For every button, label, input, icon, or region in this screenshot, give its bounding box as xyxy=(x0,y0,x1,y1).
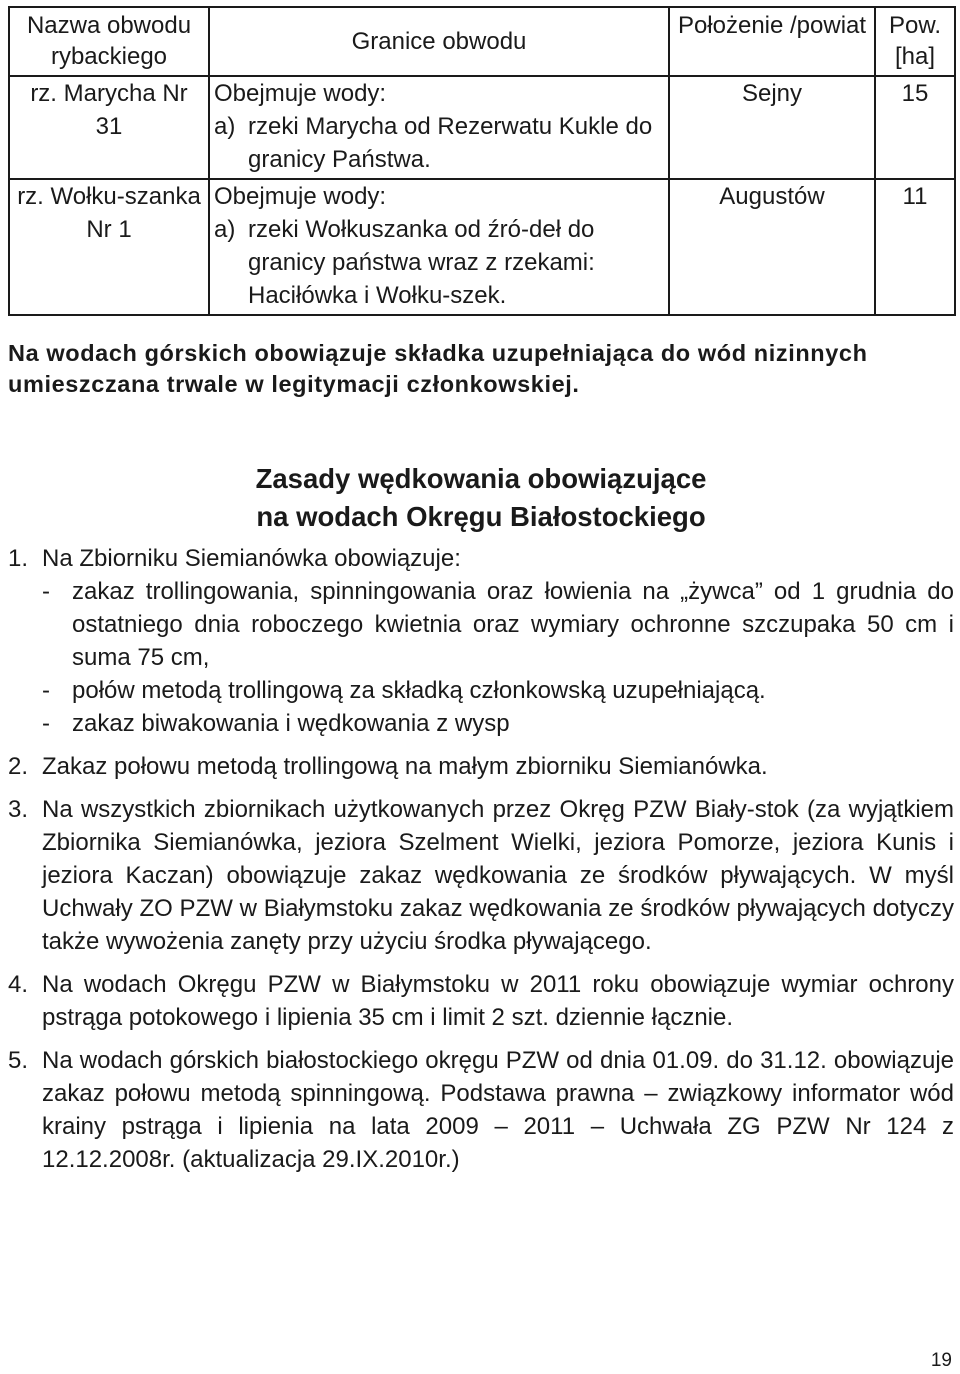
district-bounds xyxy=(209,76,669,179)
rule-number: 2. xyxy=(8,753,29,780)
bounds-item-label: a) xyxy=(214,113,236,140)
district-name: rz. Marycha Nr 31 xyxy=(9,76,209,179)
contribution-note: Na wodach górskich obowiązuje składka uzupełniająca do wód nizinnych umieszczana trwale w legitymacji członkowskiej. xyxy=(8,340,868,397)
district-location: Augustów xyxy=(669,179,875,315)
bounds-intro: Obejmuje wody: xyxy=(214,183,387,210)
rule-bullet xyxy=(42,674,954,707)
header-area: Pow. [ha] xyxy=(875,7,955,76)
rule-number: 3. xyxy=(8,796,29,823)
rule-text: Na wszystkich zbiornikach użytkowanych przez Okręg PZW Biały-stok (za wyjątkiem Zbiornika Siemianówka, jeziora Szelment Wielki, jeziora Pomorze, jeziora Kunis i jeziora Kaczan) obowiązuje zakaz wędkowania ze środków pływających. W myśl Uchwały ZO PZW w Białymstoku zakaz wędkowania ze środków pływających dotyczy także wywożenia zanęty przy użyciu środka pływającego. xyxy=(42,796,954,955)
table-row xyxy=(9,76,955,179)
table-header-row xyxy=(9,7,955,76)
section-title-line-2: na wodach Okręgu Białostockiego xyxy=(256,501,706,532)
bullet-text: zakaz biwakowania i wędkowania z wysp xyxy=(72,710,510,737)
bullet-dash: - xyxy=(42,710,50,737)
rule-item xyxy=(8,542,954,740)
rule-item xyxy=(8,1044,954,1176)
bounds-item-text: rzeki Marycha od Rezerwatu Kukle do granicy Państwa. xyxy=(248,113,653,173)
fishing-districts-table xyxy=(8,6,956,316)
rule-item xyxy=(8,750,954,783)
bounds-item-label: a) xyxy=(214,216,236,243)
page xyxy=(8,6,954,1176)
district-area: 15 xyxy=(875,76,955,179)
section-title xyxy=(8,460,954,536)
bullet-dash: - xyxy=(42,578,50,605)
rule-bullet xyxy=(42,575,954,674)
district-area: 11 xyxy=(875,179,955,315)
bounds-intro: Obejmuje wody: xyxy=(214,80,387,107)
rule-text: Zakaz połowu metodą trollingową na małym zbiorniku Siemianówka. xyxy=(42,753,768,780)
bullet-dash: - xyxy=(42,677,50,704)
header-location: Położenie /powiat xyxy=(669,7,875,76)
district-name: rz. Wołku-szanka Nr 1 xyxy=(9,179,209,315)
rule-text: Na Zbiorniku Siemianówka obowiązuje: xyxy=(42,545,461,572)
rule-item xyxy=(8,968,954,1034)
rule-number: 4. xyxy=(8,971,29,998)
rule-number: 1. xyxy=(8,545,29,572)
bounds-item xyxy=(214,213,664,312)
rule-text: Na wodach Okręgu PZW w Białymstoku w 2011 roku obowiązuje wymiar ochrony pstrąga potokowego i lipienia 35 cm i limit 2 szt. dziennie łącznie. xyxy=(42,971,954,1031)
table-row xyxy=(9,179,955,315)
bounds-item xyxy=(214,110,664,176)
rules-list xyxy=(8,542,954,1176)
bullet-text: połów metodą trollingową za składką członkowską uzupełniającą. xyxy=(72,677,766,704)
page-number: 19 xyxy=(930,1350,952,1371)
rule-bullets xyxy=(42,575,954,740)
header-name: Nazwa obwodu rybackiego xyxy=(9,7,209,76)
rule-text: Na wodach górskich białostockiego okręgu PZW od dnia 01.09. do 31.12. obowiązuje zakaz połowu metodą spinningową. Podstawa prawna – związkowy informator wód krainy pstrąga i lipienia na lata 2009 – 2011 – Uchwała ZG PZW Nr 124 z 12.12.2008r. (aktualizacja 29.IX.2010r.) xyxy=(42,1047,954,1173)
district-location: Sejny xyxy=(669,76,875,179)
rule-item xyxy=(8,793,954,958)
rule-bullet xyxy=(42,707,954,740)
rule-number: 5. xyxy=(8,1047,29,1074)
header-bounds: Granice obwodu xyxy=(209,7,669,76)
bullet-text: zakaz trollingowania, spinningowania oraz łowienia na „żywca” od 1 grudnia do ostatniego dnia roboczego kwietnia oraz wymiary ochronne szczupaka 50 cm i suma 75 cm, xyxy=(72,578,954,671)
section-title-line-1: Zasady wędkowania obowiązujące xyxy=(255,463,707,494)
district-bounds xyxy=(209,179,669,315)
bounds-item-text: rzeki Wołkuszanka od źró-deł do granicy państwa wraz z rzekami: Haciłówka i Wołku-szek. xyxy=(248,216,595,309)
